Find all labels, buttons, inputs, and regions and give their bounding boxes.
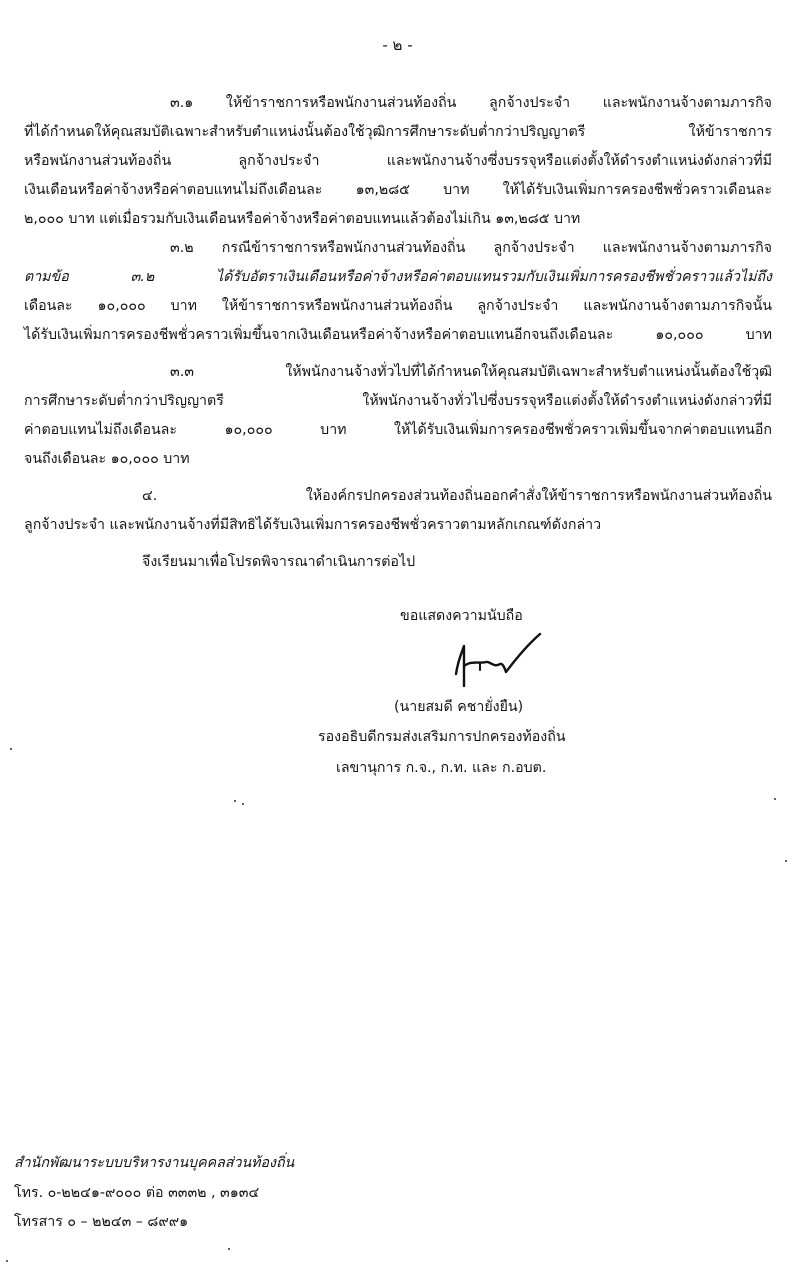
- page-number: - ๒ -: [382, 36, 413, 54]
- scan-speck: [228, 1248, 230, 1250]
- body-line: การศึกษาระดับต่ำกว่าปริญญาตรี ให้พนักงานจ้างทั่วไปซึ่งบรรจุหรือแต่งตั้งให้ดำรงตำแหน่งดังกล่าวที่มี: [24, 393, 772, 409]
- signatory-position: รองอธิบดีกรมส่งเสริมการปกครองท้องถิ่น: [318, 729, 566, 745]
- footer-phone: โทร. ๐-๒๒๔๑-๙๐๐๐ ต่อ ๓๓๓๒ , ๓๑๓๔: [14, 1185, 260, 1201]
- body-line: เดือนละ ๑๐,๐๐๐ บาท ให้ข้าราชการหรือพนักงานส่วนท้องถิ่น ลูกจ้างประจำ และพนักงานจ้างตามภารกิจนั้น: [24, 298, 772, 314]
- body-line: ได้รับเงินเพิ่มการครองชีพชั่วคราวเพิ่มขึ้นจากเงินเดือนหรือค่าจ้างหรือค่าตอบแทนอีกจนถึงเดือนละ ๑๐,๐๐๐ บาท: [24, 327, 772, 343]
- body-line: ๓.๑ ให้ข้าราชการหรือพนักงานส่วนท้องถิ่น ลูกจ้างประจำ และพนักงานจ้างตามภารกิจ: [170, 95, 772, 111]
- scan-speck: [774, 798, 776, 800]
- signatory-secretary: เลขานุการ ก.จ., ก.ท. และ ก.อบต.: [336, 760, 547, 776]
- signature-image: [450, 630, 545, 690]
- footer-office: สำนักพัฒนาระบบบริหารงานบุคคลส่วนท้องถิ่น: [14, 1155, 295, 1171]
- body-line: ที่ได้กำหนดให้คุณสมบัติเฉพาะสำหรับตำแหน่งนั้นต้องใช้วุฒิการศึกษาระดับต่ำกว่าปริญญาตรี ให้ข้าราชการ: [24, 124, 772, 140]
- scan-speck: [234, 800, 236, 802]
- footer-fax: โทรสาร ๐ – ๒๒๔๓ – ๘๙๙๑: [14, 1214, 189, 1230]
- body-line: ลูกจ้างประจำ และพนักงานจ้างที่มีสิทธิได้รับเงินเพิ่มการครองชีพชั่วคราวตามหลักเกณฑ์ดังกล่าว: [24, 517, 602, 533]
- body-line: หรือพนักงานส่วนท้องถิ่น ลูกจ้างประจำ และพนักงานจ้างซึ่งบรรจุหรือแต่งตั้งให้ดำรงตำแหน่งดังกล่าวที่มี: [24, 153, 772, 169]
- body-line: ตามข้อ ๓.๒ ได้รับอัตราเงินเดือนหรือค่าจ้างหรือค่าตอบแทนรวมกับเงินเพิ่มการครองชีพชั่วคราวแล้วไม่ถึง: [24, 269, 772, 285]
- scan-speck: [242, 803, 244, 805]
- body-line: ๔. ให้องค์กรปกครองส่วนท้องถิ่นออกคำสั่งให้ข้าราชการหรือพนักงานส่วนท้องถิ่น: [142, 488, 772, 504]
- salutation: ขอแสดงความนับถือ: [400, 608, 523, 624]
- body-line: ค่าตอบแทนไม่ถึงเดือนละ ๑๐,๐๐๐ บาท ให้ได้รับเงินเพิ่มการครองชีพชั่วคราวเพิ่มขึ้นจากค่าตอบแทนอีก: [24, 422, 772, 438]
- closing-request: จึงเรียนมาเพื่อโปรดพิจารณาดำเนินการต่อไป: [142, 554, 416, 570]
- signatory-name: (นายสมดี คชายั่งยืน): [394, 699, 524, 715]
- body-line: ๓.๓ ให้พนักงานจ้างทั่วไปที่ได้กำหนดให้คุณสมบัติเฉพาะสำหรับตำแหน่งนั้นต้องใช้วุฒิ: [170, 364, 772, 380]
- scan-speck: [10, 748, 12, 750]
- body-line: ๓.๒ กรณีข้าราชการหรือพนักงานส่วนท้องถิ่น ลูกจ้างประจำ และพนักงานจ้างตามภารกิจ: [170, 240, 772, 256]
- body-line: เงินเดือนหรือค่าจ้างหรือค่าตอบแทนไม่ถึงเดือนละ ๑๓,๒๘๕ บาท ให้ได้รับเงินเพิ่มการครองชีพชั่วคราวเดือนละ: [24, 182, 772, 198]
- scan-speck: [6, 1260, 8, 1262]
- body-line: จนถึงเดือนละ ๑๐,๐๐๐ บาท: [24, 451, 190, 467]
- body-line: ๒,๐๐๐ บาท แต่เมื่อรวมกับเงินเดือนหรือค่าจ้างหรือค่าตอบแทนแล้วต้องไม่เกิน ๑๓,๒๘๕ บาท: [24, 211, 581, 227]
- scan-speck: [785, 860, 787, 862]
